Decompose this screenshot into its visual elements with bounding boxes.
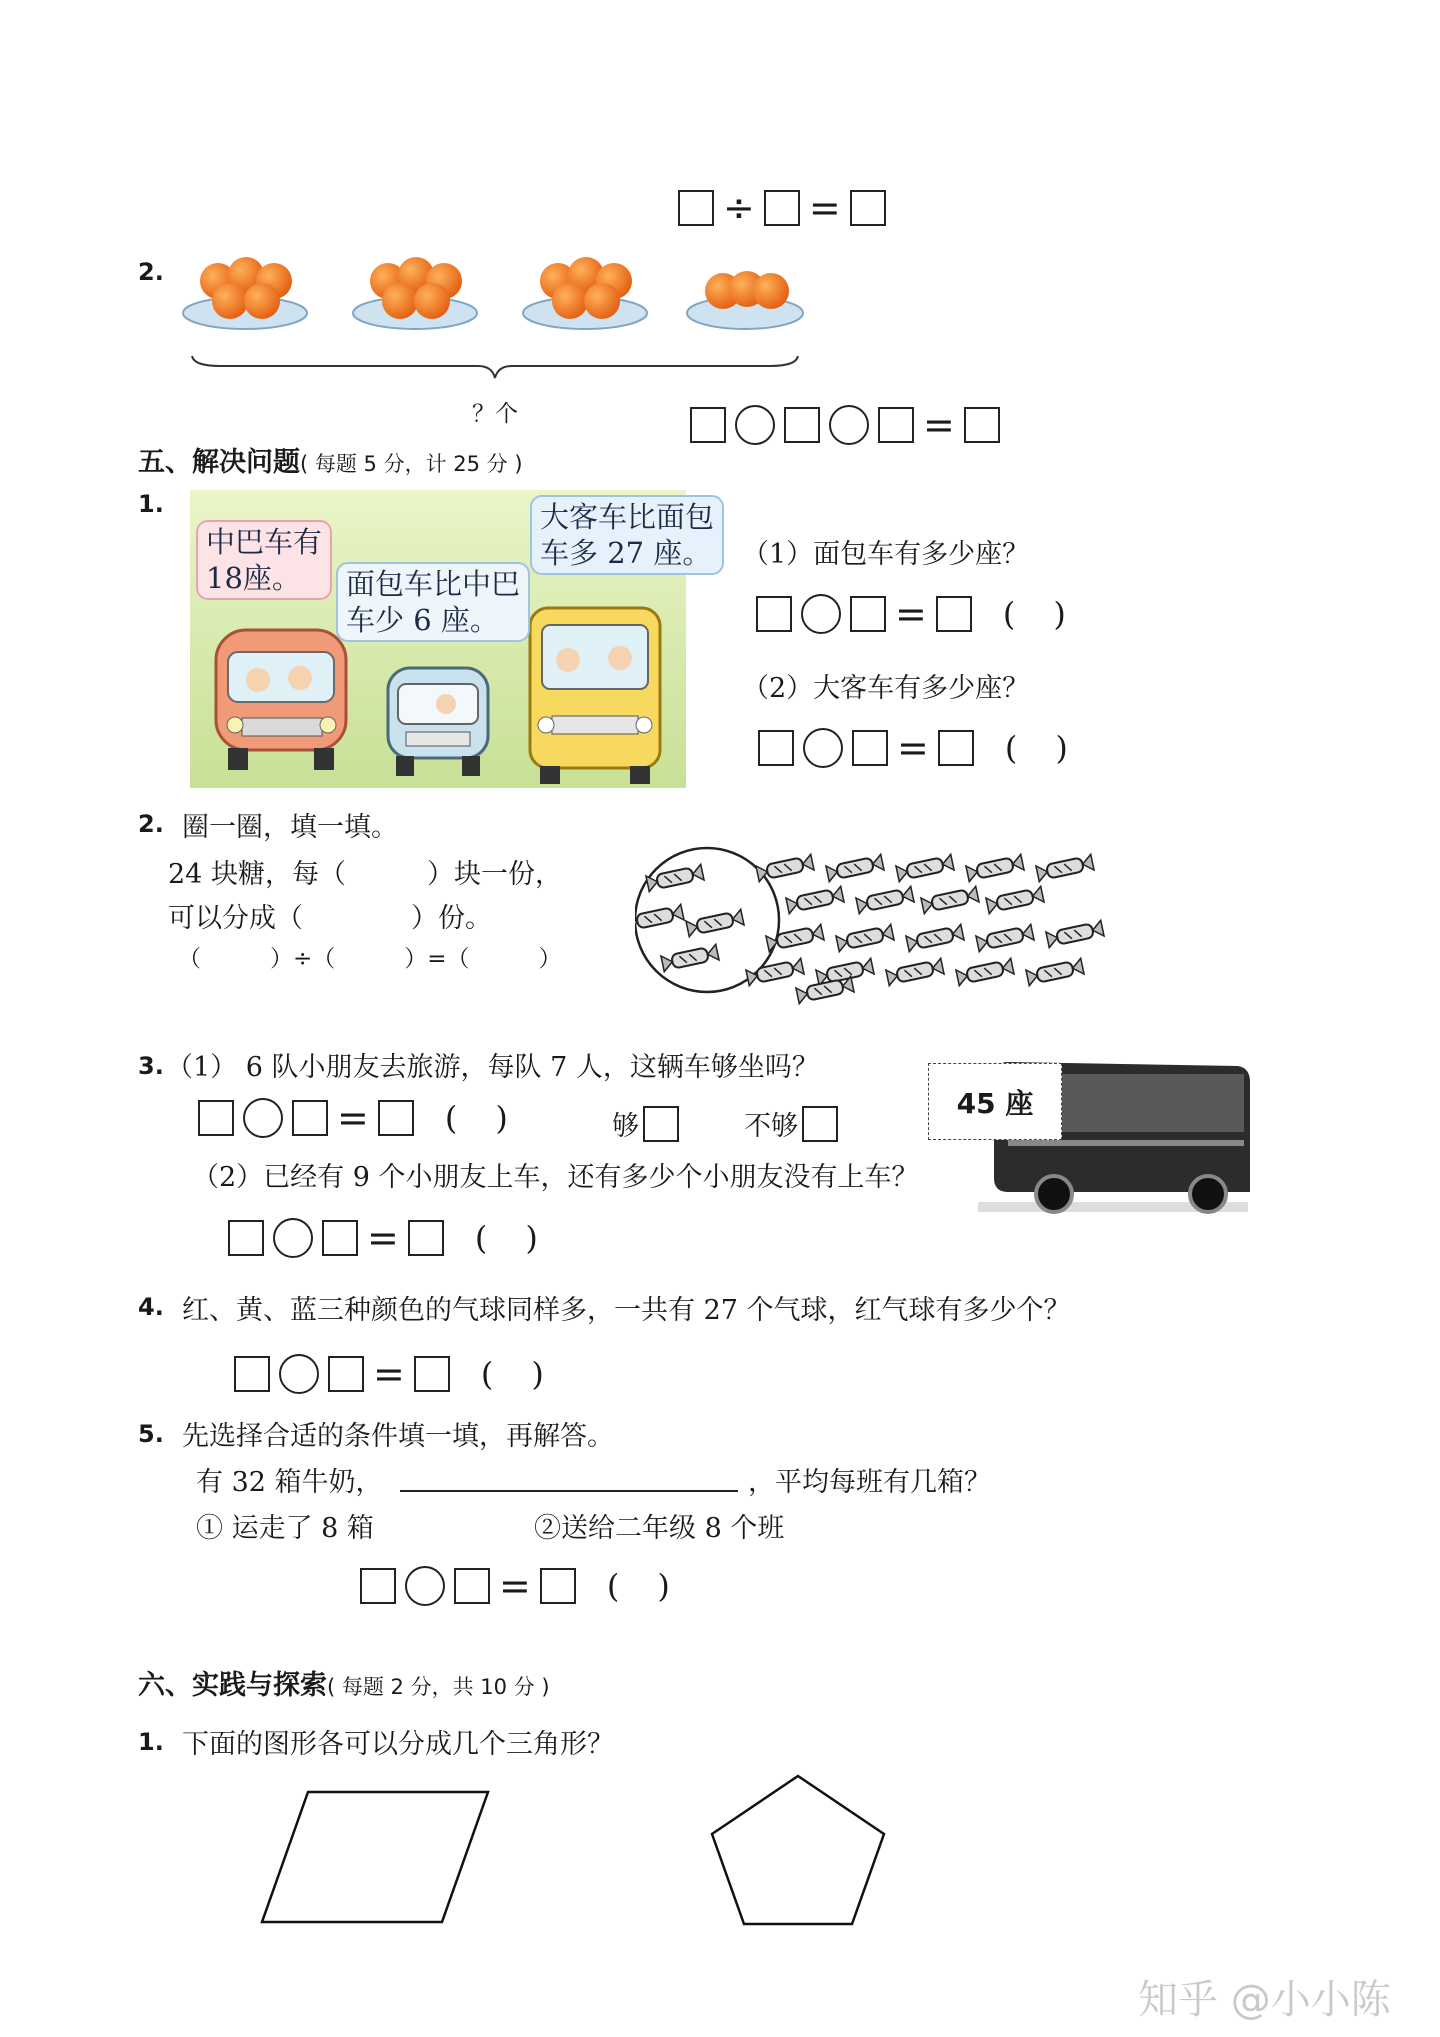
condition-blank[interactable] <box>400 1490 738 1492</box>
speech-bubble-bus: 大客车比面包 车多 27 座。 <box>530 495 724 575</box>
answer-box[interactable] <box>360 1568 396 1604</box>
van <box>388 668 488 776</box>
candy-icon <box>956 958 1014 985</box>
answer-box[interactable] <box>540 1568 576 1604</box>
section-title: 五、解决问题 <box>138 447 300 478</box>
unit-parentheses[interactable]: () <box>1004 729 1106 767</box>
not-enough-option <box>744 1104 838 1143</box>
not-enough-label: 不够 <box>744 1111 798 1142</box>
answer-box[interactable] <box>850 596 886 632</box>
candy-icon <box>635 904 684 931</box>
answer-box[interactable] <box>852 730 888 766</box>
operator-circle[interactable] <box>405 1566 445 1606</box>
brace-label: ？个 <box>472 401 518 427</box>
milk-line-a: 有 32 箱牛奶， <box>196 1467 383 1498</box>
subquestion-not-boarded: （2）已经有 9 个小朋友上车，还有多少个小朋友没有上车？ <box>192 1162 919 1193</box>
division-equation-top <box>678 186 886 230</box>
candy-icon <box>816 958 874 985</box>
candy-icon <box>686 909 744 936</box>
equation-bus <box>758 728 1106 768</box>
answer-box[interactable] <box>378 1100 414 1136</box>
candy-icon <box>921 886 979 913</box>
equation-van <box>756 594 1104 634</box>
enough-checkbox[interactable] <box>643 1106 679 1142</box>
equation-not-boarded <box>228 1218 576 1258</box>
candy-icon <box>836 924 894 951</box>
section-five-heading <box>138 440 523 479</box>
problem-number: 2. <box>138 810 164 838</box>
answer-box[interactable] <box>414 1356 450 1392</box>
operator-circle[interactable] <box>243 1098 283 1138</box>
problem-number: 4. <box>138 1293 164 1321</box>
operator-circle[interactable] <box>801 594 841 634</box>
answer-box[interactable] <box>322 1220 358 1256</box>
item-number: 2. <box>138 258 164 286</box>
bus-seat-sign: 45 座 <box>928 1063 1062 1140</box>
answer-box[interactable] <box>234 1356 270 1392</box>
speech-bubble-minibus: 中巴车有 18座。 <box>196 520 332 600</box>
candy-icon <box>1036 854 1094 881</box>
speech-bubble-van: 面包车比中巴 车少 6 座。 <box>336 562 530 642</box>
subquestion-enough-seats: （1） 6 队小朋友去旅游，每队 7 人，这辆车够坐吗？ <box>166 1052 819 1083</box>
operator-circle[interactable] <box>803 728 843 768</box>
candy-icon <box>966 854 1024 881</box>
option-two[interactable]: ②送给二年级 8 个班 <box>534 1513 785 1544</box>
answer-box[interactable] <box>454 1568 490 1604</box>
candy-icon <box>906 924 964 951</box>
unit-parentheses[interactable]: () <box>480 1355 582 1393</box>
problem-balloons: 红、黄、蓝三种颜色的气球同样多，一共有 27 个气球，红气球有多少个？ <box>182 1295 1071 1326</box>
problem-title: 先选择合适的条件填一填，再解答。 <box>182 1421 614 1452</box>
answer-box[interactable] <box>690 407 726 443</box>
unit-parentheses[interactable]: () <box>606 1567 708 1605</box>
enough-label: 够 <box>612 1111 639 1142</box>
equation-group-seats <box>198 1098 546 1138</box>
answer-box[interactable] <box>756 596 792 632</box>
not-enough-checkbox[interactable] <box>802 1106 838 1142</box>
problem-number: 3. <box>138 1052 164 1080</box>
answer-box[interactable] <box>758 730 794 766</box>
candy-illustration <box>635 838 1155 1018</box>
equals-sign: = <box>923 403 955 447</box>
problem-number: 1. <box>138 490 164 518</box>
equals-sign: = <box>337 1096 369 1140</box>
candy-icon <box>646 864 704 891</box>
equals-sign: = <box>367 1216 399 1260</box>
candy-icon <box>886 958 944 985</box>
big-bus <box>530 608 660 784</box>
answer-box[interactable] <box>678 190 714 226</box>
equals-sign: = <box>897 726 929 770</box>
candy-icon <box>746 958 804 985</box>
watermark-text: 知乎 @小小陈 <box>1138 1977 1391 2023</box>
brace-bracket <box>190 352 800 382</box>
candy-icon <box>661 944 719 971</box>
answer-box[interactable] <box>328 1356 364 1392</box>
answer-box[interactable] <box>938 730 974 766</box>
problem-number: 5. <box>138 1420 164 1448</box>
plate-of-oranges <box>523 257 647 329</box>
candy-icon <box>826 854 884 881</box>
unit-parentheses[interactable]: () <box>1002 595 1104 633</box>
operator-circle[interactable] <box>279 1354 319 1394</box>
candy-icon <box>786 886 844 913</box>
candy-group <box>635 854 1104 1003</box>
problem-triangles: 下面的图形各可以分成几个三角形？ <box>182 1729 614 1760</box>
operator-circle[interactable] <box>273 1218 313 1258</box>
candy-line-3: （ ）÷（ ）=（ ） <box>178 946 562 972</box>
equation-balloons <box>234 1354 582 1394</box>
answer-box[interactable] <box>784 407 820 443</box>
operator-circle[interactable] <box>829 405 869 445</box>
unit-parentheses[interactable]: () <box>444 1099 546 1137</box>
candy-line-1: 24 块糖，每（ ）块一份， <box>168 859 562 890</box>
candy-icon <box>1026 958 1084 985</box>
candy-icon <box>976 924 1034 951</box>
equation-oranges <box>690 405 1000 445</box>
equals-sign: = <box>373 1352 405 1396</box>
equals-sign: = <box>895 592 927 636</box>
problem-title: 圈一圈，填一填。 <box>182 812 398 843</box>
section-six-heading <box>138 1663 550 1702</box>
minibus <box>216 630 346 770</box>
plate-of-oranges <box>183 257 307 329</box>
milk-line-b: ，平均每班有几箱？ <box>748 1467 991 1498</box>
answer-box[interactable] <box>764 190 800 226</box>
plate-of-oranges <box>353 257 477 329</box>
answer-box[interactable] <box>198 1100 234 1136</box>
orange-plates-illustration <box>180 245 830 350</box>
candy-icon <box>856 886 914 913</box>
candy-icon <box>896 854 954 881</box>
candy-icon <box>986 886 1044 913</box>
unit-parentheses[interactable]: () <box>474 1219 576 1257</box>
candy-icon <box>1046 920 1104 947</box>
equation-milk <box>360 1566 708 1606</box>
divide-sign: ÷ <box>723 186 755 230</box>
answer-box[interactable] <box>964 407 1000 443</box>
enough-option <box>612 1104 679 1143</box>
answer-box[interactable] <box>936 596 972 632</box>
candy-icon <box>796 976 854 1003</box>
section-title: 六、实践与探索 <box>138 1670 327 1701</box>
plate-of-oranges <box>687 271 803 329</box>
subquestion-bus-seats: （2）大客车有多少座？ <box>742 673 1030 704</box>
subquestion-van-seats: （1）面包车有多少座？ <box>742 539 1030 570</box>
section-note: ( 每题 2 分，共 10 分 ) <box>327 1675 550 1699</box>
problem-number: 1. <box>138 1728 164 1756</box>
answer-box[interactable] <box>408 1220 444 1256</box>
equals-sign: = <box>808 186 841 230</box>
answer-box[interactable] <box>878 407 914 443</box>
pentagon-shape <box>712 1776 884 1924</box>
operator-circle[interactable] <box>735 405 775 445</box>
option-one[interactable]: ① 运走了 8 箱 <box>196 1513 374 1544</box>
equals-sign: = <box>499 1564 531 1608</box>
answer-box[interactable] <box>850 190 886 226</box>
answer-box[interactable] <box>292 1100 328 1136</box>
shapes-illustration <box>260 1772 900 1932</box>
section-note: ( 每题 5 分，计 25 分 ) <box>300 452 523 476</box>
answer-box[interactable] <box>228 1220 264 1256</box>
candy-line-2: 可以分成（ ）份。 <box>168 903 492 934</box>
parallelogram-shape <box>262 1792 488 1922</box>
